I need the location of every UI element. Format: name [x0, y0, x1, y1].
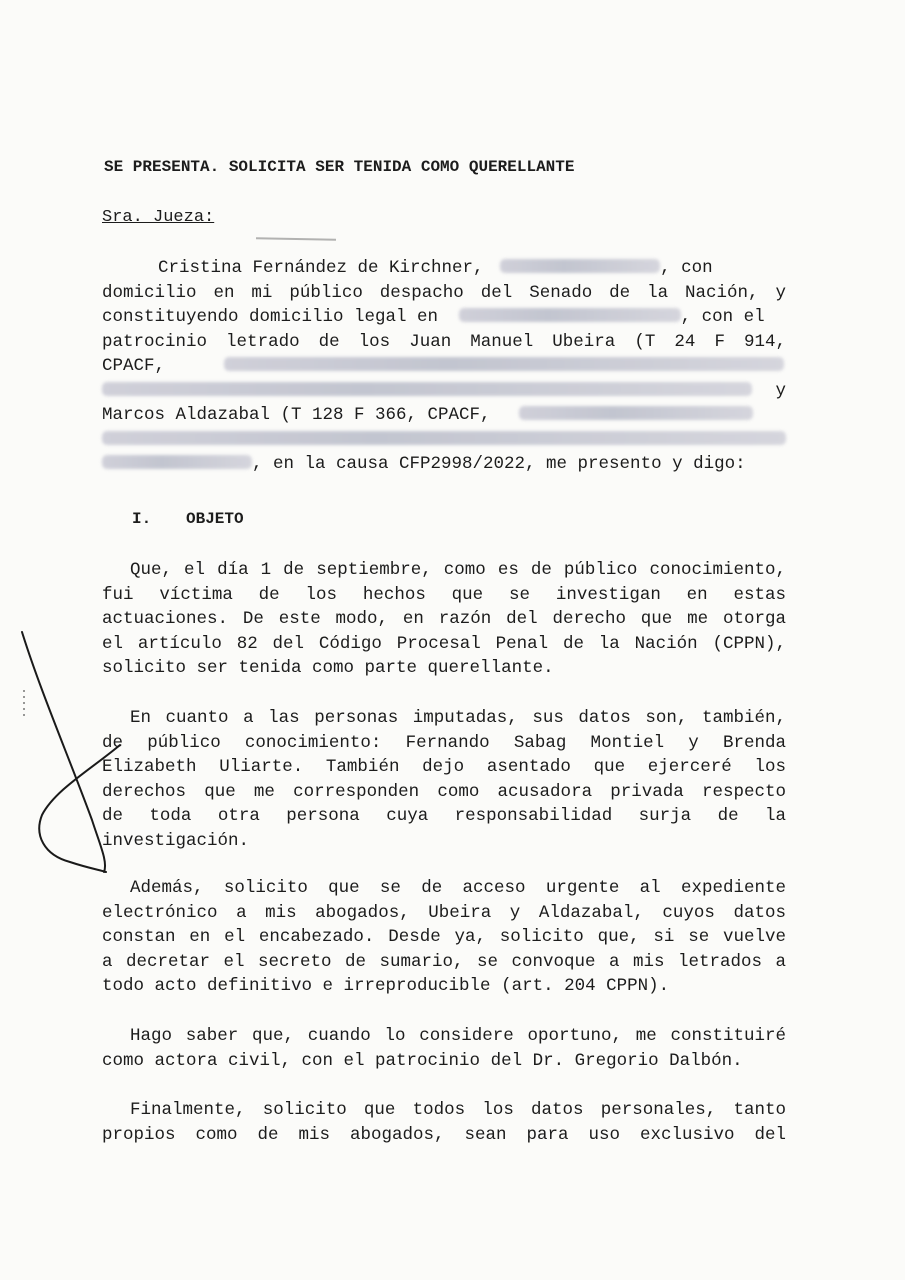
paragraph-line: fui víctima de los hechos que se investigan en estas [102, 584, 786, 605]
section-title: OBJETO [186, 510, 244, 528]
intro-line: CPACF, [102, 356, 166, 376]
redacted-block [102, 431, 786, 445]
paragraph-line: En cuanto a las personas imputadas, sus datos son, también, [130, 708, 786, 728]
paragraph-actora-civil [102, 1024, 786, 1073]
paragraph-line: actuaciones. De este modo, en razón del derecho que me otorga [102, 609, 786, 629]
paragraph-acceso [102, 876, 786, 999]
paragraph-line: de público conocimiento: Fernando Sabag Montiel y Brenda [102, 732, 786, 753]
redacted-block [224, 357, 784, 371]
paragraph-line: el artículo 82 del Código Procesal Penal de la Nación (CPPN), [102, 633, 786, 654]
paragraph-line: Además, solicito que se de acceso urgente al expediente [130, 878, 786, 898]
redacted-block [500, 259, 660, 273]
redacted-block [459, 308, 681, 322]
redacted-block [519, 406, 753, 420]
salutation: Sra. Jueza: [102, 208, 215, 227]
paragraph-line: de toda otra persona cuya responsabilidad surja de la [102, 806, 786, 826]
redacted-block [102, 455, 252, 469]
paragraph-imputados [102, 706, 786, 853]
paragraph-line: constan en el encabezado. Desde ya, solicito que, si se vuelve [102, 927, 786, 947]
pen-mark [256, 237, 336, 240]
redacted-block [102, 382, 752, 396]
paragraph-line: solicito ser tenida como parte querellante. [102, 658, 554, 678]
paragraph-line: derechos que me corresponden como acusadora privada respecto [102, 781, 786, 802]
paragraph-line: electrónico a mis abogados, Ubeira y Aldazabal, cuyos datos [102, 902, 786, 923]
intro-line: patrocinio letrado de los Juan Manuel Ubeira (T 24 F 914, [102, 331, 786, 352]
paragraph-line: propios como de mis abogados, sean para uso exclusivo del [102, 1124, 786, 1145]
intro-line: Marcos Aldazabal (T 128 F 366, CPACF, [102, 405, 491, 425]
section-heading [132, 510, 244, 528]
paragraph-line: a decretar el secreto de sumario, se convoque a mis letrados a [102, 951, 786, 972]
paragraph-line: todo acto definitivo e irreproducible (art. 204 CPPN). [102, 976, 670, 996]
intro-paragraph [102, 256, 786, 477]
intro-line: y [775, 380, 786, 401]
paragraph-line: como actora civil, con el patrocinio del Dr. Gregorio Dalbón. [102, 1050, 743, 1071]
document-title: SE PRESENTA. SOLICITA SER TENIDA COMO QUERELLANTE [104, 158, 575, 176]
paragraph-line: investigación. [102, 830, 250, 851]
paragraph-line: Finalmente, solicito que todos los datos personales, tanto [130, 1100, 786, 1120]
section-number: I. [132, 510, 152, 528]
paragraph-line: Que, el día 1 de septiembre, como es de público conocimiento, [130, 560, 786, 580]
paragraph-datos [102, 1098, 786, 1147]
intro-line: , con [660, 258, 713, 278]
intro-line: , en la causa CFP2998/2022, me presento y digo: [252, 454, 746, 474]
intro-line: constituyendo domicilio legal en [102, 307, 439, 327]
paragraph-line: Elizabeth Uliarte. También dejo asentado que ejerceré los [102, 757, 786, 777]
intro-line: , con el [680, 307, 765, 327]
paragraph-line: Hago saber que, cuando lo considere oportuno, me constituiré [130, 1026, 786, 1046]
intro-line: Cristina Fernández de Kirchner, [158, 258, 484, 278]
intro-line: domicilio en mi público despacho del Senado de la Nación, y [102, 282, 786, 303]
paragraph-objeto [102, 558, 786, 681]
